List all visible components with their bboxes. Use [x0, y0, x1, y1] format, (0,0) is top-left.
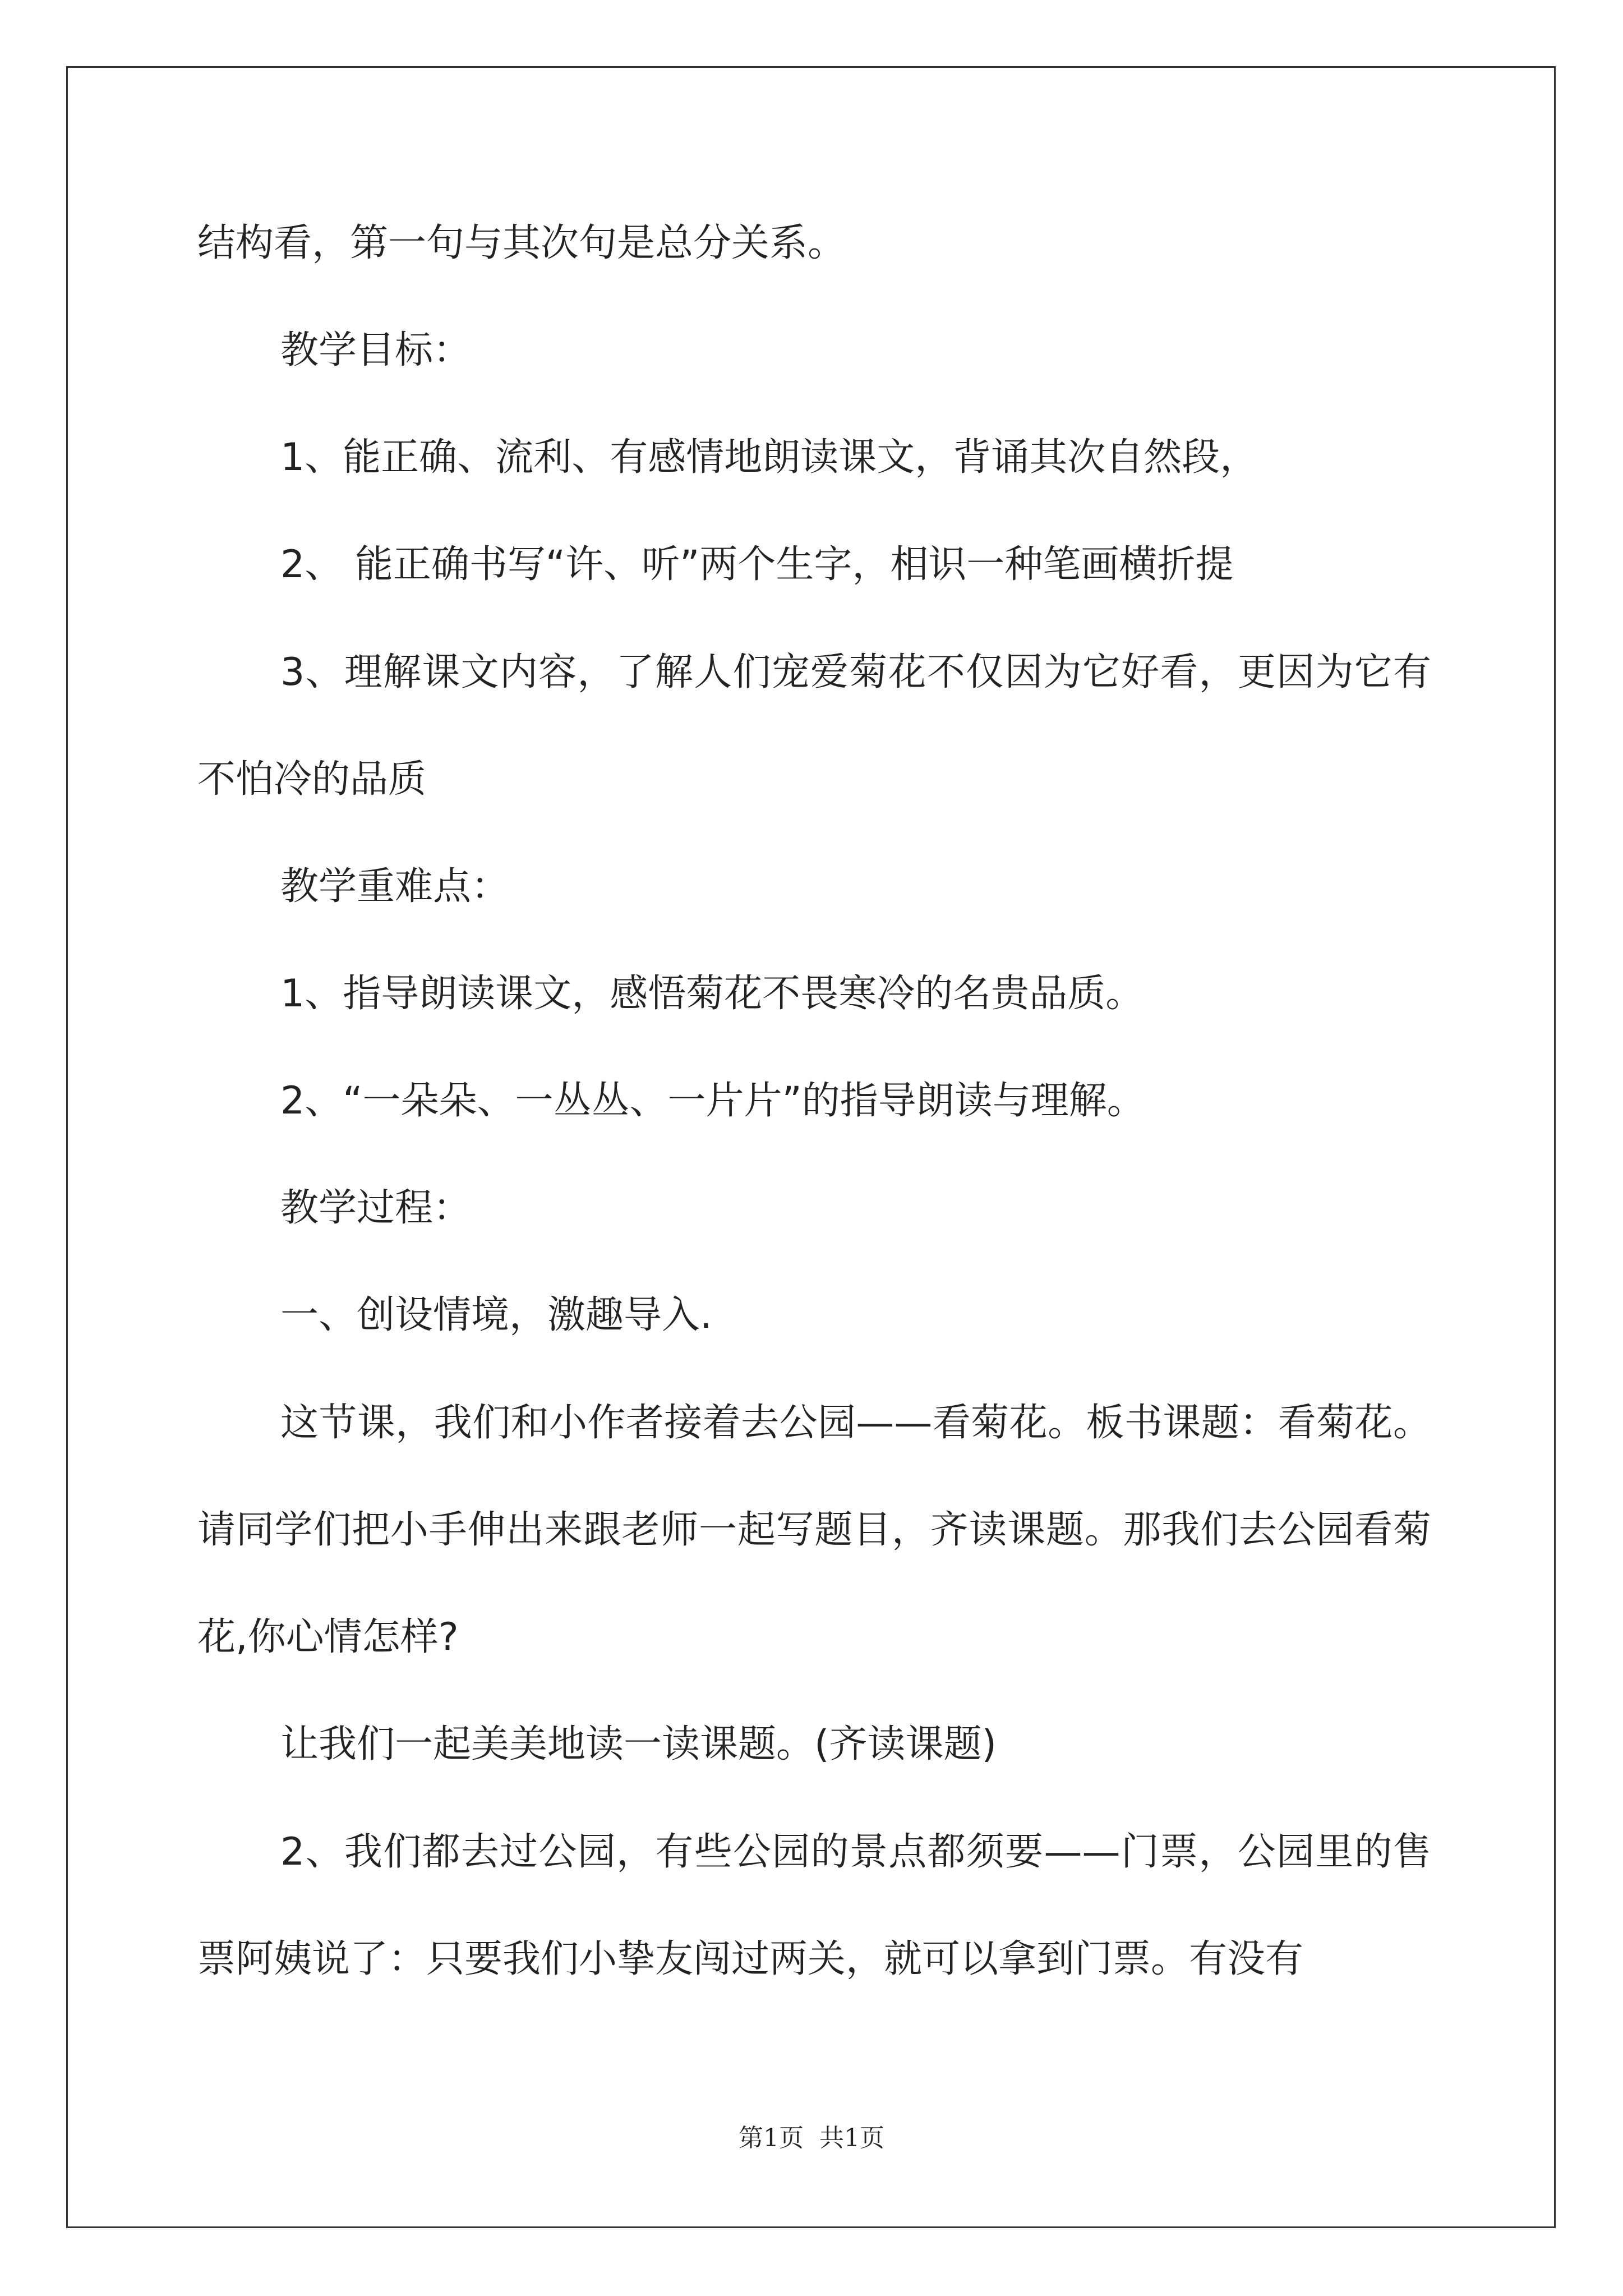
process-step-1-reading: 让我们一起美美地读一读课题。(齐读课题) [280, 1722, 997, 1766]
page-footer [0, 2123, 1623, 2154]
process-step-1-intro: 这节课，我们和小作者接着去公园——看菊花。板书课题：看菊花。 请同学们把小手伸出来跟老师一起写题目，齐读课题。那我们去公园看菊花,你心情怎样? [197, 1401, 1431, 1659]
page-total: 共1页 [819, 2124, 884, 2152]
document-body [197, 222, 1431, 2045]
difficulty-item-2: 2、“一朵朵、一丛丛、一片片”的指导朗读与理解。 [280, 1079, 1145, 1123]
process-step-2: 2、我们都去过公园，有些公园的景点都须要——门票，公园里的售票阿姨说了：只要我们小挚友闯过两关，就可以拿到门票。有没有 [197, 1830, 1431, 1981]
heading-teaching-goals: 教学目标： [280, 328, 472, 372]
heading-teaching-process: 教学过程： [280, 1186, 472, 1230]
heading-key-difficulties: 教学重难点： [280, 864, 510, 909]
goal-item-1: 1、能正确、流利、有感情地朗读课文，背诵其次自然段， [280, 435, 1258, 480]
goal-item-3: 3、理解课文内容，了解人们宠爱菊花不仅因为它好看，更因为它有不怕冷的品质 [197, 650, 1431, 802]
goal-item-2: 2、 能正确书写“许、听”两个生字，相识一种笔画横折提 [280, 542, 1234, 587]
paragraph-structure-note: 结构看，第一句与其次句是总分关系。 [197, 221, 846, 265]
difficulty-item-1: 1、指导朗读课文，感悟菊花不畏寒冷的名贵品质。 [280, 972, 1144, 1016]
process-step-1-heading: 一、创设情境，激趣导入. [280, 1293, 712, 1337]
page-number: 第1页 [739, 2124, 804, 2152]
